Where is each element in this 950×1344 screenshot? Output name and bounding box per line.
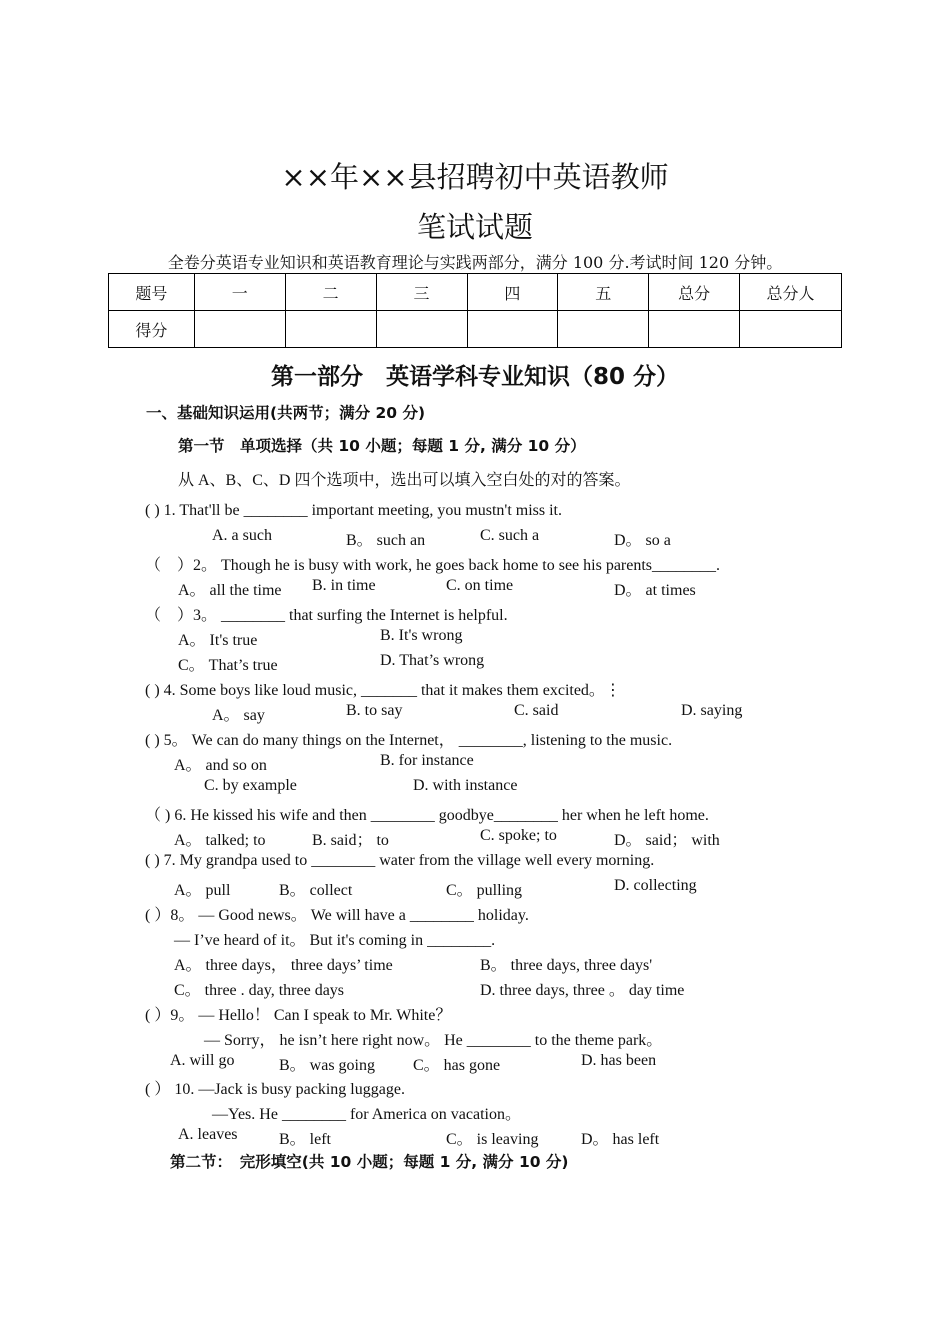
document-subtitle: 笔试试题	[416, 210, 533, 244]
option: C。 is leaving	[446, 1131, 539, 1148]
score-cell	[649, 311, 740, 348]
question-8: ( ）8。 — Good news。 We will have a ________ holiday.	[145, 907, 529, 924]
question-2: （ ）2。 Though he is busy with work, he goes back home to see his parents________.	[145, 557, 721, 574]
option: D. three days, three 。 day time	[480, 982, 685, 999]
subsection-two-title: 第二节： 完形填空(共 10 小题；每题 1 分, 满分 10 分)	[170, 1153, 569, 1171]
question-8-reply: — I’ve heard of it。 But it's coming in ________.	[174, 932, 496, 949]
header-cell: 总分	[649, 274, 740, 311]
subsection-one-title: 第一节 单项选择（共 10 小题；每题 1 分, 满分 10 分）	[178, 437, 586, 455]
header-cell: 三	[376, 274, 467, 311]
question-10-reply: —Yes. He ________ for America on vacation。	[212, 1106, 521, 1123]
option: B. to say	[346, 702, 403, 719]
section-one-title: 一、基础知识运用(共两节；满分 20 分)	[146, 404, 426, 422]
header-cell: 总分人	[740, 274, 842, 311]
question-4: ( ) 4. Some boys like loud music, _______ that it makes them excited。⋮	[145, 682, 621, 699]
option: C。 has gone	[413, 1057, 501, 1074]
option: C。 That’s true	[178, 657, 278, 674]
option: B。 was going	[279, 1057, 376, 1074]
document-title: ××年××县招聘初中英语教师	[281, 160, 669, 194]
part-one-title: 第一部分 英语学科专业知识（80 分）	[270, 364, 679, 390]
question-7: ( ) 7. My grandpa used to ________ water from the village well every morning.	[145, 852, 655, 869]
option: C。 pulling	[446, 882, 523, 899]
score-cell	[467, 311, 558, 348]
option: A。 It's true	[178, 632, 258, 649]
option: D。 has left	[581, 1131, 660, 1148]
question-1: ( ) 1. That'll be ________ important meeting, you mustn't miss it.	[145, 502, 562, 519]
option: A。 say	[212, 707, 265, 724]
option: D. saying	[681, 702, 743, 719]
score-cell	[558, 311, 649, 348]
option: C. on time	[446, 577, 514, 594]
score-table	[108, 273, 842, 348]
option: A. leaves	[178, 1126, 238, 1143]
option: A。 and so on	[174, 757, 267, 774]
option: B。 collect	[279, 882, 353, 899]
option: A。 all the time	[178, 582, 282, 599]
score-cell	[285, 311, 376, 348]
option: B. in time	[312, 577, 376, 594]
option: D。 at times	[614, 582, 696, 599]
row-label: 得分	[109, 311, 195, 348]
option: C. said	[514, 702, 559, 719]
question-9-reply: — Sorry， he isn’t here right now。 He ________ to the theme park。	[204, 1032, 663, 1049]
score-cell	[740, 311, 842, 348]
header-cell: 二	[285, 274, 376, 311]
header-cell: 五	[558, 274, 649, 311]
option: B。 such an	[346, 532, 426, 549]
score-cell	[376, 311, 467, 348]
question-3: （ ）3。 ________ that surfing the Internet is helpful.	[145, 607, 508, 624]
option: C. spoke; to	[480, 827, 557, 844]
option: B。 three days, three days'	[480, 957, 653, 974]
option: D. with instance	[413, 777, 518, 794]
header-cell: 题号	[109, 274, 195, 311]
option: C. such a	[480, 527, 540, 544]
option: C。 three . day, three days	[174, 982, 345, 999]
question-10: ( ） 10. —Jack is busy packing luggage.	[145, 1081, 405, 1098]
option: B. It's wrong	[380, 627, 463, 644]
score-cell	[194, 311, 285, 348]
option: B. said； to	[312, 832, 389, 849]
option: A. will go	[170, 1052, 235, 1069]
option: A。 talked; to	[174, 832, 266, 849]
option: B。 left	[279, 1131, 331, 1148]
option: A. a such	[212, 527, 272, 544]
question-9: ( ）9。 — Hello！ Can I speak to Mr. White？	[145, 1007, 452, 1024]
option: D. collecting	[614, 877, 697, 894]
option: D。 said； with	[614, 832, 720, 849]
score-table-score-row	[109, 311, 842, 348]
option: D. has been	[581, 1052, 657, 1069]
exam-intro: 全卷分英语专业知识和英语教育理论与实践两部分，满分 100 分.考试时间 120 分钟。	[167, 253, 783, 272]
question-5: ( ) 5。 We can do many things on the Internet， ________, listening to the music.	[145, 732, 673, 749]
option: A。 three days， three days’ time	[174, 957, 393, 974]
option: C. by example	[204, 777, 297, 794]
header-cell: 一	[194, 274, 285, 311]
score-table-header-row	[109, 274, 842, 311]
option: B. for instance	[380, 752, 474, 769]
question-6: （ ) 6. He kissed his wife and then ________ goodbye________ her when he left home.	[145, 807, 709, 824]
header-cell: 四	[467, 274, 558, 311]
instruction-text: 从 A、B、C、D 四个选项中，选出可以填入空白处的对的答案。	[178, 472, 631, 489]
option: D. That’s wrong	[380, 652, 485, 669]
option: A。 pull	[174, 882, 231, 899]
option: D。 so a	[614, 532, 671, 549]
